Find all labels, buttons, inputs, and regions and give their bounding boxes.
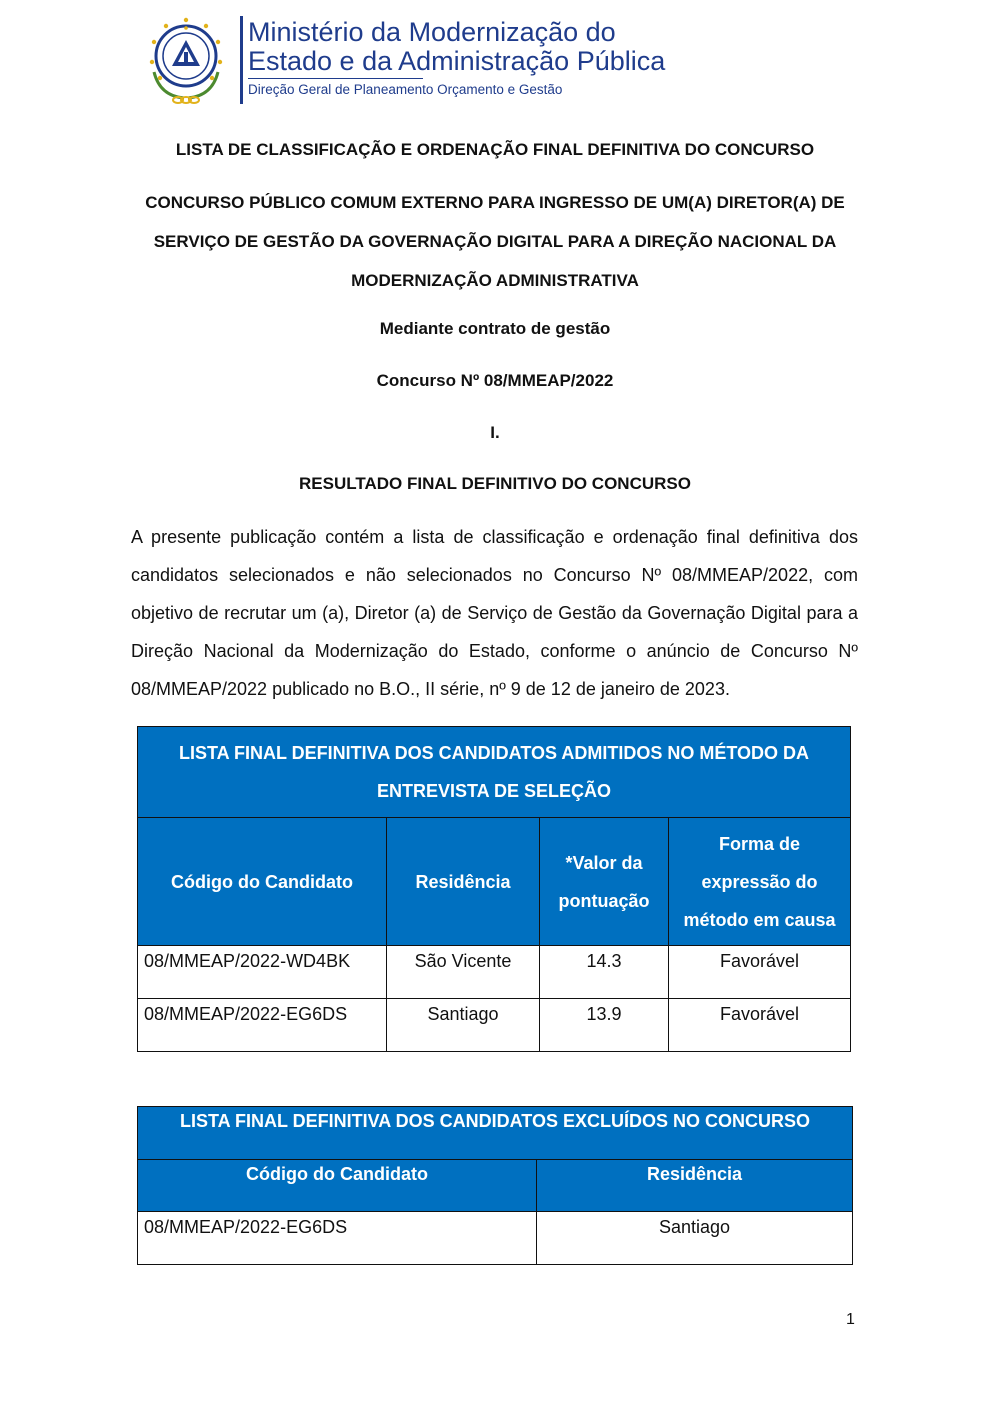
ministry-underline (248, 78, 423, 79)
cell-residence: São Vicente (387, 946, 540, 999)
ministry-title (248, 18, 665, 76)
cell-residence: Santiago (387, 999, 540, 1052)
excluded-table-title: LISTA FINAL DEFINITIVA DOS CANDIDATOS EXCLUÍDOS NO CONCURSO (138, 1107, 853, 1160)
excluded-candidates-table (137, 1106, 853, 1265)
cell-code: 08/MMEAP/2022-EG6DS (138, 999, 387, 1052)
concurso-number: Concurso Nº 08/MMEAP/2022 (376, 371, 614, 390)
document-title: LISTA DE CLASSIFICAÇÃO E ORDENAÇÃO FINAL DEFINITIVA DO CONCURSO (175, 140, 815, 159)
header-divider (240, 16, 243, 104)
admitted-candidates-table (137, 726, 851, 1052)
heading-line: MODERNIZAÇÃO ADMINISTRATIVA (351, 271, 639, 290)
col-header-residence: Residência (537, 1160, 853, 1212)
col-header-residence: Residência (387, 818, 540, 946)
cell-residence: Santiago (537, 1212, 853, 1265)
concurso-heading (100, 183, 890, 300)
table-row (138, 999, 851, 1052)
ministry-line-1: Ministério da Modernização do (248, 17, 616, 47)
contract-mode: Mediante contrato de gestão (379, 319, 611, 338)
cell-expression: Favorável (669, 999, 851, 1052)
admitted-table-title: LISTA FINAL DEFINITIVA DOS CANDIDATOS ADMITIDOS NO MÉTODO DA ENTREVISTA DE SELEÇÃO (138, 727, 851, 818)
col-header-score: *Valor da pontuação (540, 818, 669, 946)
cell-code: 08/MMEAP/2022-EG6DS (138, 1212, 537, 1265)
cell-score: 13.9 (540, 999, 669, 1052)
intro-paragraph: A presente publicação contém a lista de classificação e ordenação final definitiva dos candidatos selecionados e não selecionados no Concurso Nº 08/MMEAP/2022, com objetivo de recrutar um (a), Diretor (a) de Serviço de Gestão da Governação Digital para a Direção Nacional da Modernização do Estado, conforme o anúncio de Concurso Nº 08/MMEAP/2022 publicado no B.O., II série, nº 9 de 12 de janeiro de 2023. (131, 527, 858, 699)
table-row (138, 1212, 853, 1265)
table-row (138, 946, 851, 999)
coat-of-arms-icon (140, 12, 232, 108)
heading-line: CONCURSO PÚBLICO COMUM EXTERNO PARA INGRESSO DE UM(A) DIRETOR(A) DE (145, 193, 845, 212)
letterhead (140, 12, 700, 108)
cell-code: 08/MMEAP/2022-WD4BK (138, 946, 387, 999)
heading-line: SERVIÇO DE GESTÃO DA GOVERNAÇÃO DIGITAL PARA A DIREÇÃO NACIONAL DA (153, 232, 837, 251)
col-header-code: Código do Candidato (138, 818, 387, 946)
ministry-line-2: Estado e da Administração Pública (248, 46, 666, 76)
section-title: RESULTADO FINAL DEFINITIVO DO CONCURSO (299, 474, 691, 493)
section-number: I. (490, 423, 500, 442)
col-header-code: Código do Candidato (138, 1160, 537, 1212)
cell-score: 14.3 (540, 946, 669, 999)
cell-expression: Favorável (669, 946, 851, 999)
ministry-subtitle: Direção Geral de Planeamento Orçamento e Gestão (248, 82, 563, 97)
page-number: 1 (846, 1311, 855, 1328)
col-header-expression: Forma de expressão do método em causa (669, 818, 851, 946)
